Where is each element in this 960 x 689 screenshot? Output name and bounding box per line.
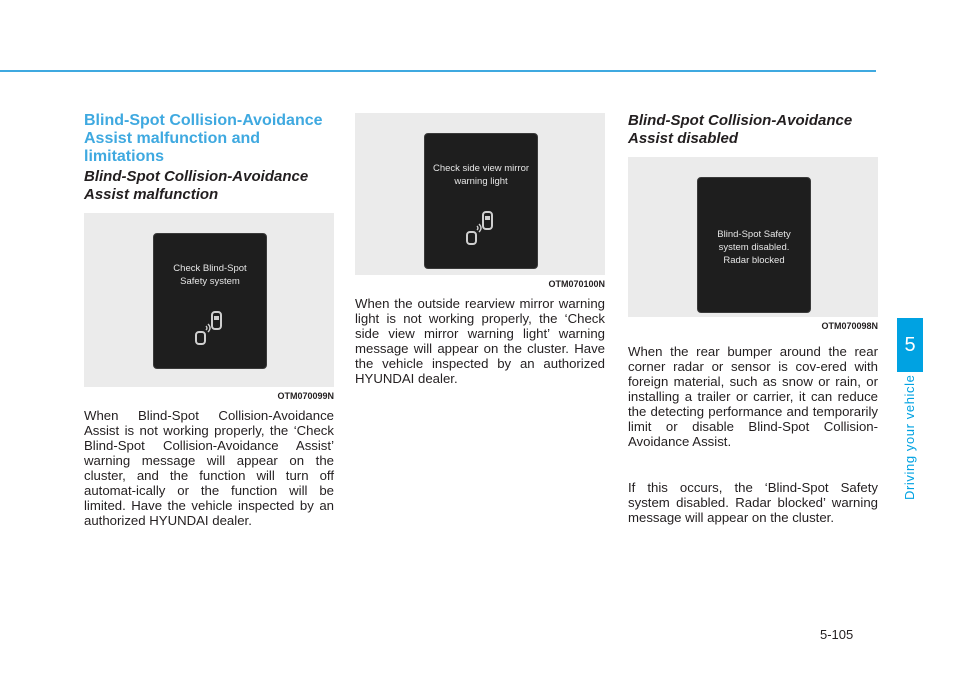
cluster-message: Check Blind-Spot Safety system [173, 263, 247, 287]
figure-caption: OTM070098N [821, 321, 878, 331]
chapter-tab: 5 [897, 318, 923, 372]
figure-check-blind-spot [84, 213, 334, 387]
page-number: 5-105 [820, 627, 854, 642]
side-mirror-paragraph: When the outside rearview mirror warning light is not working properly, the ‘Check side view mirror warning light’ warning message will appear on the cluster. Have the vehicle inspected by an authorized HYUNDAI dealer. [355, 296, 605, 386]
figure-system-disabled [628, 157, 878, 317]
figure-caption: OTM070099N [277, 391, 334, 401]
malfunction-subheading: Blind-Spot Collision-Avoidance Assist malfunction [84, 168, 309, 203]
section-heading: Blind-Spot Collision-Avoidance Assist malfunction and limitations [84, 112, 323, 165]
cluster-message: Check side view mirror warning light [432, 163, 530, 187]
disabled-subheading: Blind-Spot Collision-Avoidance Assist disabled [628, 112, 853, 147]
malfunction-paragraph: When Blind-Spot Collision-Avoidance Assist is not working properly, the ‘Check Blind-Spot Collision-Avoidance Assist’ warning message will appear on the cluster, and the function will turn off automat-ically or the function will be limited. Have the vehicle inspected by an authorized HYUNDAI dealer. [84, 408, 334, 528]
figure-check-side-view-mirror [355, 113, 605, 275]
side-mirror-cars-icon [463, 210, 503, 248]
cluster-display [424, 133, 538, 269]
cluster-message: Blind-Spot Safety system disabled. Radar blocked [717, 229, 791, 266]
disabled-paragraph-2: If this occurs, the ‘Blind-Spot Safety system disabled. Radar blocked’ warning message will appear on the cluster. [628, 480, 878, 525]
cluster-display [697, 177, 811, 313]
cluster-display [153, 233, 267, 369]
disabled-paragraph-1: When the rear bumper around the rear corner radar or sensor is cov-ered with foreign material, such as snow or rain, or installing a trailer or carrier, it can reduce the detecting performance and temporarily limit or disable Blind-Spot Collision-Avoidance Assist. [628, 344, 878, 449]
top-rule [0, 70, 876, 72]
blind-spot-cars-icon [192, 310, 232, 348]
figure-caption: OTM070100N [548, 279, 605, 289]
